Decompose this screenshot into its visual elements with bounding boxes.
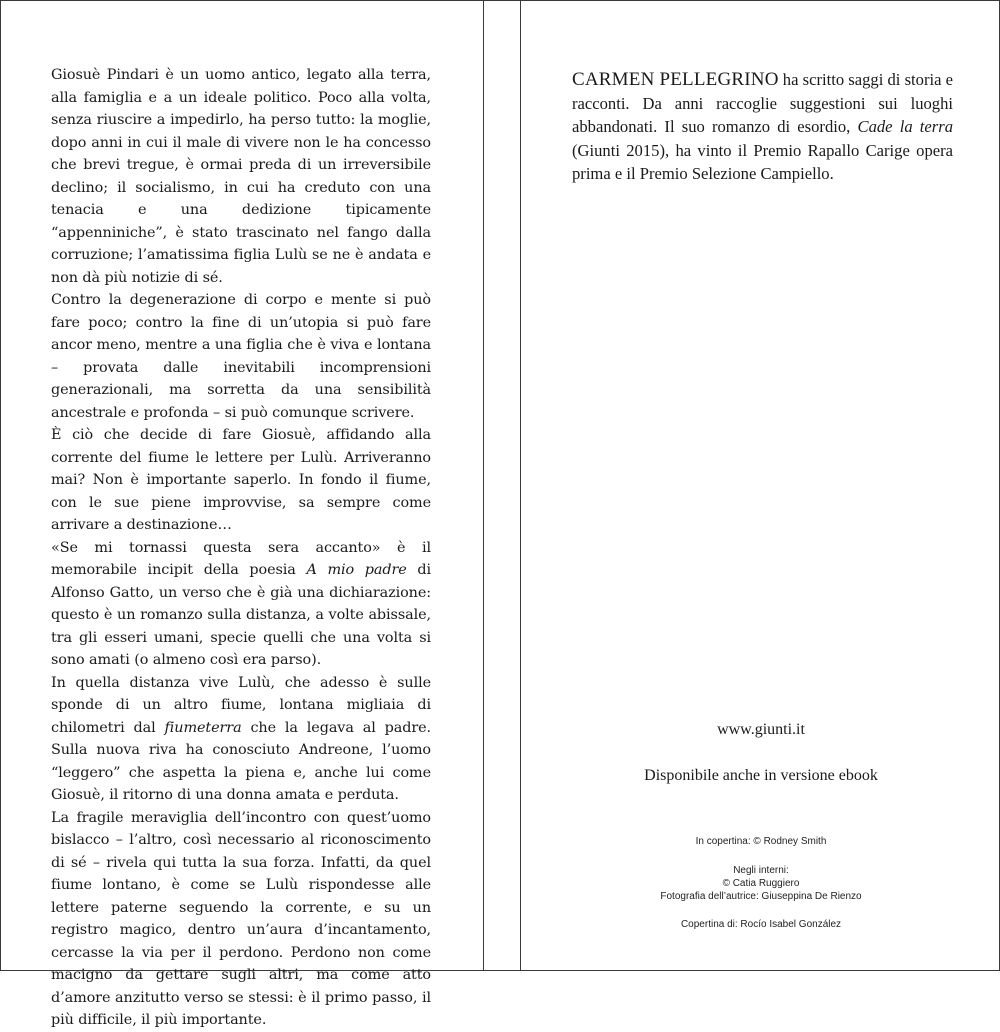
author-photo-credit: Fotografia dell’autrice: Giuseppina De Rienzo [660, 891, 862, 902]
synopsis-paragraph [51, 807, 431, 1032]
paragraph-text: È ciò che decide di fare Giosuè, affidando alla corrente del fiume le lettere per Lulù. Arriveranno mai? Non è importante saperlo. In fondo il fiume, con le sue piene improvvise, sa sempre come arrivare a destinazione… [51, 427, 431, 533]
synopsis-paragraph [51, 424, 431, 537]
paragraph-text: Contro la degenerazione di corpo e mente si può fare poco; contro la fine di un’utopia si può fare ancor meno, mentre a una figlia che è viva e lontana – provata dalle inevitabili incomprensioni generazionali, ma sorretta da una sensibilità ancestrale e profonda – si può comunque scrivere. [51, 292, 431, 421]
synopsis-paragraph [51, 672, 431, 807]
ebook-availability: Disponibile anche in versione ebook [644, 767, 878, 784]
paragraph-text: di Alfonso Gatto, un verso che è già una dichiarazione: questo è un romanzo sulla distanza, a volte abissale, tra gli esseri umani, specie quelli che una volta si sono amati (o almeno così era parso). [51, 562, 431, 668]
synopsis-text [51, 64, 431, 1032]
italic-title: A mio padre [306, 562, 407, 578]
italic-title: fiumeterra [164, 719, 242, 736]
synopsis-paragraph [51, 537, 431, 672]
bio-text-2: (Giunti 2015), ha vinto il Premio Rapallo Carige opera prima e il Premio Selezione Campiello. [572, 140, 953, 183]
cover-credit: In copertina: © Rodney Smith [695, 836, 827, 847]
author-name: CARMEN PELLEGRINO [572, 69, 779, 90]
paragraph-text: «Se mi tornassi questa sera accanto» è il memorabile incipit della poesia [51, 539, 431, 578]
paragraph-text: che la legava al padre. Sulla nuova riva ha conosciuto Andreone, l’uomo “leggero” che aspetta la piena e, anche lui come Giosuè, il ritorno di una donna amata e perduta. [51, 719, 431, 803]
paragraph-text: Giosuè Pindari è un uomo antico, legato alla terra, alla famiglia e a un ideale politico. Poco alla volta, senza riuscire a impedirlo, ha perso tutto: la moglie, dopo anni in cui il male di vivere non le ha concesso che brevi tregue, è ormai preda di un irreversibile declino; il socialismo, in cui ha creduto con una tenacia e una dedizione tipicamente “appenniniche”, è stato trascinato nel fango dalla corruzione; l’amatissima figlia Lulù se ne è andata e non dà più notizie di sé. [51, 67, 431, 286]
publisher-website: www.giunti.it [717, 721, 805, 738]
interior-credit-heading: Negli interni: [733, 865, 789, 876]
book-title: Cade la terra [857, 117, 953, 136]
bio-text-1: ha scritto saggi di storia e racconti. Da anni raccoglie suggestioni sui luoghi abbandonati. Il suo romanzo di esordio, [572, 70, 953, 136]
synopsis-paragraph [51, 289, 431, 424]
paragraph-text: La fragile meraviglia dell’incontro con quest’uomo bislacco – l’altro, così necessario al riconoscimento di sé – rivela qui tutta la sua forza. Infatti, da quel fiume lontano, è come se Lulù rispondesse alle lettere paterne seguendo la corrente, e su un registro magico, dentro un’aura d’incantamento, cercasse la via per il perdono. Perdono non come macigno da gettare sugli altri, ma come atto d’amore anzitutto verso se stessi: è il primo passo, il più difficile, il più importante. [51, 809, 431, 1028]
cover-design-credit: Copertina di: Rocío Isabel González [680, 919, 842, 930]
paragraph-text: In quella distanza vive Lulù, che adesso è sulle sponde di un altro fiume, lontana migliaia di chilometri dal [51, 674, 431, 736]
author-bio [572, 68, 953, 186]
interior-photo-credit: © Catia Ruggiero [722, 878, 800, 889]
book-spine [483, 0, 521, 971]
synopsis-paragraph [51, 64, 431, 289]
